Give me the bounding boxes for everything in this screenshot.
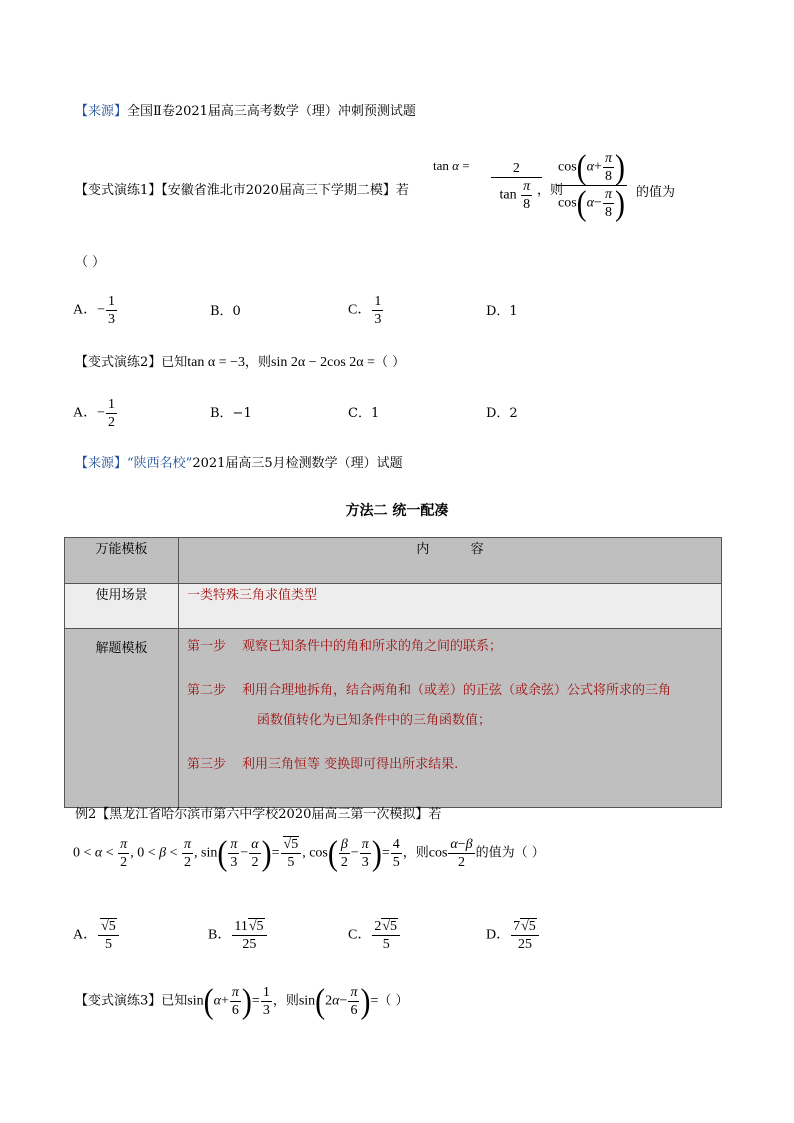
step-3: 第三步 利用三角恒等 变换即可得出所求结果. [187,757,459,772]
option-c: C． $\frac{2√5}{5}$ [348,918,401,953]
template-table [64,537,722,808]
source-line-1 [75,103,416,121]
source-line-2: 【来源】“陕西名校”2021届高三5月检测数学（理）试题 [75,456,403,471]
exercise-2-line: 【变式演练2】已知tan α = −3，则sin 2α − 2cos 2α =（ ） [75,355,406,370]
exercise-1-label: 【变式演练1】【安徽省淮北市2020届高三下学期二模】若 [75,183,409,198]
option-b: B． $\frac{11√5}{25}$ [208,918,268,953]
source-text: 全国Ⅱ卷2021届高三高考数学（理）冲刺预测试题 [127,104,416,119]
option-d: D．2 [486,406,518,421]
option-b: B．−1 [210,406,252,421]
source-tag: 【来源】 [75,104,128,119]
example-2-condition: 0 < α < $\frac{\pi}{2}$ , 0 < β < $\frac{\pi}{2}$ , sin( $\frac{\pi}{3}$ − $\frac{\alpha}{2}$ )= $\frac{√5}{5}$ , cos( $\frac{\beta}{2}$ − $\frac{\pi}{3}$ )= $\frac{4}{5}$ ，则cos $\frac{\alpha-\beta}{2}$ 的值为（ ） [73,833,545,872]
table-header-template: 万能模板 [65,538,179,584]
exercise-1-condition: tan α = 2 tan $\frac{\pi}{8}$ [433,160,543,213]
option-d: D．1 [486,304,518,319]
exercise-2-condition: tan α = −3 [187,355,246,370]
option-c: C．1 [348,406,380,421]
exercise-2-expr: sin 2α − 2cos 2α = [271,355,375,370]
row-label-steps: 解题模板 [65,629,179,808]
row-label-scenario: 使用场景 [65,584,179,629]
exercise-3-line: 【变式演练3】已知sin(α+ $\frac{\pi}{6}$ )= $\frac{1}{3}$ ，则sin(2α− $\frac{\pi}{6}$ )=（ ） [75,981,409,1020]
option-b: B．0 [210,304,241,319]
ask-text: 的值为 [636,185,676,200]
option-a: A．− $\frac{1}{3}$ [73,294,116,327]
section-heading: 方法二 统一配凑 [345,503,449,519]
table-header-content: 内 容 [179,538,722,584]
blank: （ ） [75,255,106,270]
row-content-scenario: 一类特殊三角求值类型 [179,584,722,629]
option-d: D． $\frac{7√5}{25}$ [486,918,540,953]
then-text: ，则 [537,183,564,198]
step-2: 第二步 利用合理地拆角，结合两角和（或差）的正弦（或余弦）公式将所求的三角 [187,683,672,698]
option-a: A．− $\frac{1}{2}$ [73,397,116,430]
row-content-steps: 第一步 观察已知条件中的角和所求的角之间的联系； 第二步 利用合理地拆角，结合两角和（或差）的正弦（或余弦）公式将所求的三角 函数值转化为已知条件中的三角函数值； 第三步 利用三角恒等 变换即可得出所求结果. [179,629,722,808]
example-2-label: 例2【黑龙江省哈尔滨市第六中学校2020届高三第一次模拟】若 [75,807,442,822]
step-1: 第一步 观察已知条件中的角和所求的角之间的联系； [187,639,503,654]
option-c: C． $\frac{1}{3}$ [348,294,382,327]
option-a: A． $\frac{√5}{5}$ [73,918,120,953]
exercise-1-target: cos(α+ $\frac{\pi}{8}$ ) cos(α− $\frac{\pi}{8}$ ) [558,147,625,222]
